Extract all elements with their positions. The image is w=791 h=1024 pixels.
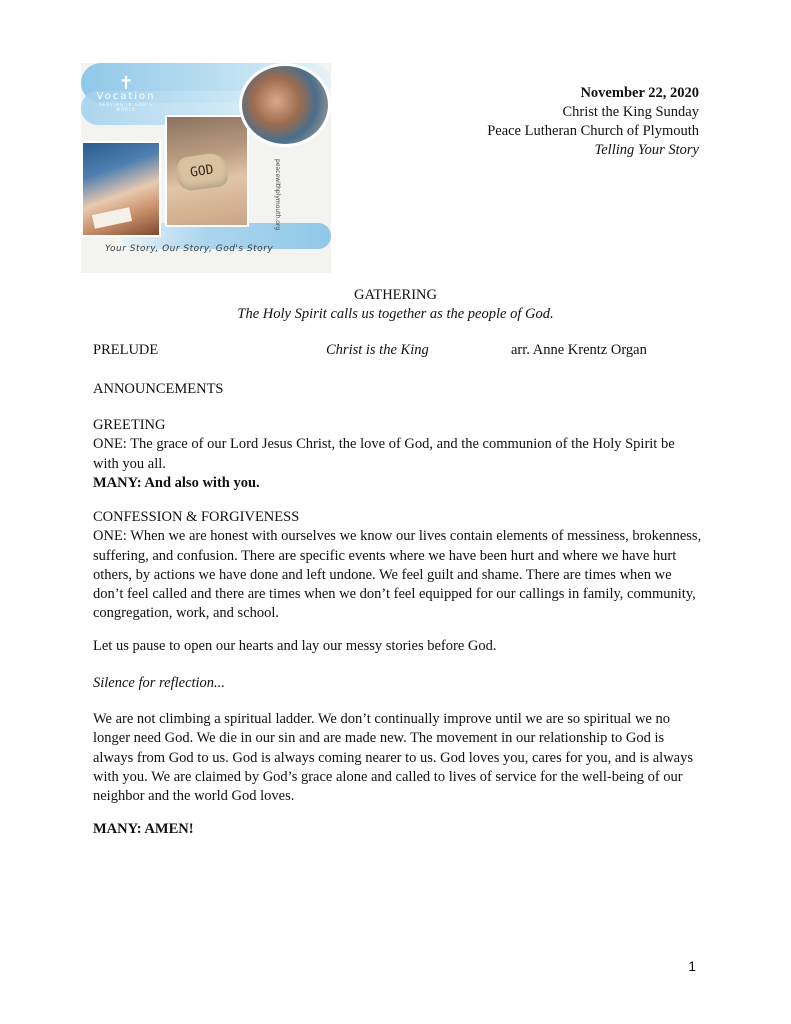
announcements-label: ANNOUNCEMENTS — [93, 381, 224, 397]
collage-tagline: Your Story, Our Story, God's Story — [105, 244, 274, 254]
greeting-response: MANY: And also with you. — [93, 474, 260, 491]
vocation-logo-subtitle: SERVING IN GOD'S WORLD — [99, 102, 153, 112]
greeting-leader-text: ONE: The grace of our Lord Jesus Christ, the love of God, and the communion of the Holy Spirit be with you all. — [93, 436, 675, 472]
cross-icon: ✝ — [118, 73, 134, 94]
absolution-text: We are not climbing a spiritual ladder. We don’t continually improve until we are so spiritual we no longer need God. We die in our sin and are made new. The movement in our relationship to God is always from God to us. God is always coming nearer to us. God loves you, cares for you, and is always with you. We are claimed by God’s grace alone and called to lives of service for the well-being of our neighbor and the world God loves. — [93, 711, 694, 805]
gathering-section — [0, 286, 791, 325]
gathering-title: GATHERING — [354, 287, 437, 303]
god-stone: GOD — [175, 152, 229, 193]
confession-leader-text: ONE: When we are honest with ourselves we know our lives contain elements of messiness, brokenness, suffering, and confusion. There are specific events where we have been hurt and where we have hurt others, by actions we have done and left undone. We feel guilt and shame. There are times when we don’t feel called and there are times when we don’t feel equipped for our callings in family, community, congregation, work, and school. — [93, 528, 702, 622]
church-name: Peace Lutheran Church of Plymouth — [487, 123, 699, 139]
vocation-collage-image — [81, 63, 331, 273]
bulletin-header — [487, 84, 699, 160]
family-circle-photo — [239, 63, 331, 147]
service-theme: Telling Your Story — [594, 142, 699, 158]
amen-response: MANY: AMEN! — [93, 821, 194, 837]
amen-paragraph — [93, 820, 703, 839]
prelude-label: PRELUDE — [93, 342, 159, 358]
announcements-section — [93, 380, 703, 399]
confession-section — [93, 508, 703, 624]
silence-text: Silence for reflection... — [93, 675, 225, 691]
pause-text: Let us pause to open our hearts and lay our messy stories before God. — [93, 638, 497, 654]
silence-paragraph — [93, 674, 703, 693]
prelude-row — [93, 342, 703, 362]
service-date: November 22, 2020 — [580, 85, 699, 101]
vocation-logo-word: Vocation — [96, 91, 156, 102]
confession-label: CONFESSION & FORGIVENESS — [93, 509, 300, 525]
prelude-title: Christ is the King — [326, 342, 429, 358]
book-icon — [92, 207, 132, 229]
prelude-credit: arr. Anne Krentz Organ — [511, 342, 647, 358]
mother-daughter-reading-photo — [81, 141, 161, 237]
collage-url: peacewithplymouth.org — [274, 159, 281, 231]
absolution-paragraph — [93, 710, 703, 806]
greeting-section — [93, 416, 703, 493]
service-occasion: Christ the King Sunday — [562, 104, 699, 120]
hands-holding-stone-photo — [165, 115, 249, 227]
vocation-logo — [95, 73, 157, 112]
pause-paragraph — [93, 637, 703, 656]
gathering-subtitle: The Holy Spirit calls us together as the people of God. — [237, 306, 554, 323]
page-number: 1 — [688, 958, 696, 974]
greeting-label: GREETING — [93, 417, 166, 433]
